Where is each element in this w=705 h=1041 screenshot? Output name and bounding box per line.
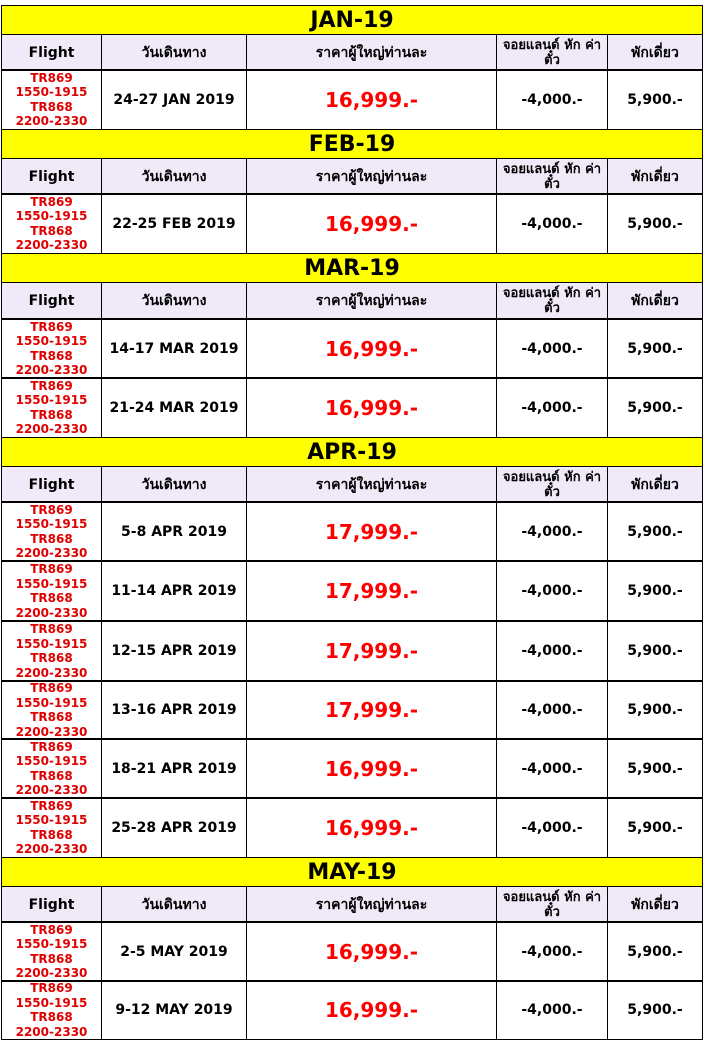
header-row	[1, 467, 703, 503]
header-join-land: จอยแลนด์ หัก ค่าตั๋ว	[496, 34, 608, 71]
return-flight-number: TR868	[30, 951, 73, 966]
return-flight-time: 2200-2330	[15, 238, 88, 252]
return-flight-number: TR868	[30, 348, 73, 363]
single-supplement: 5,900.-	[607, 377, 703, 438]
outbound-flight-time: 1550-1915	[15, 85, 88, 99]
table-row	[1, 194, 703, 254]
join-land-discount: -4,000.-	[496, 797, 608, 858]
header-row	[1, 283, 703, 320]
outbound-flight-time: 1550-1915	[15, 209, 88, 223]
header-join-land: จอยแลนด์ หัก ค่าตั๋ว	[496, 466, 608, 503]
month-band-mar: MAR-19	[1, 253, 703, 284]
travel-date: 5-8 APR 2019	[101, 501, 247, 562]
adult-price: 16,999.-	[246, 980, 497, 1040]
return-flight-time: 2200-2330	[15, 422, 88, 436]
flight-cell	[1, 620, 102, 682]
header-date: วันเดินทาง	[101, 34, 247, 71]
table-row	[1, 561, 703, 622]
header-flight: Flight	[1, 466, 102, 503]
return-flight-time: 2200-2330	[15, 724, 88, 739]
flight-cell	[1, 69, 102, 130]
adult-price: 16,999.-	[246, 193, 497, 254]
outbound-flight-time: 1550-1915	[15, 695, 88, 710]
join-land-discount: -4,000.-	[496, 69, 608, 130]
outbound-flight-time: 1550-1915	[15, 576, 88, 591]
header-join-land: จอยแลนด์ หัก ค่าตั๋ว	[496, 282, 608, 320]
return-flight-number: TR868	[30, 99, 73, 114]
adult-price: 16,999.-	[246, 921, 497, 982]
single-supplement: 5,900.-	[607, 680, 703, 740]
adult-price: 16,999.-	[246, 318, 497, 379]
header-single: พักเดี่ยว	[607, 466, 703, 503]
outbound-flight-time: 1550-1915	[15, 937, 88, 951]
adult-price: 16,999.-	[246, 69, 497, 130]
header-price: ราคาผู้ใหญ่ท่านละ	[246, 466, 497, 503]
month-band-feb: FEB-19	[1, 129, 703, 160]
return-flight-number: TR868	[30, 407, 73, 422]
return-flight-number: TR868	[30, 651, 73, 665]
outbound-flight-number: TR869	[30, 194, 73, 209]
flight-cell	[1, 738, 102, 799]
flight-cell	[1, 921, 102, 982]
return-flight-time: 2200-2330	[15, 842, 88, 856]
join-land-discount: -4,000.-	[496, 980, 608, 1040]
outbound-flight-number: TR869	[30, 739, 73, 754]
table-row	[1, 502, 703, 562]
return-flight-number: TR868	[30, 768, 73, 783]
header-row	[1, 159, 703, 195]
join-land-discount: -4,000.-	[496, 501, 608, 562]
flight-cell	[1, 377, 102, 438]
header-price: ราคาผู้ใหญ่ท่านละ	[246, 282, 497, 320]
outbound-flight-time: 1550-1915	[15, 334, 88, 348]
header-single: พักเดี่ยว	[607, 282, 703, 320]
flight-cell	[1, 980, 102, 1040]
header-single: พักเดี่ยว	[607, 886, 703, 923]
join-land-discount: -4,000.-	[496, 620, 608, 682]
outbound-flight-number: TR869	[30, 378, 73, 393]
outbound-flight-number: TR869	[30, 562, 73, 576]
return-flight-time: 2200-2330	[15, 114, 88, 128]
return-flight-number: TR868	[30, 1010, 73, 1024]
header-date: วันเดินทาง	[101, 466, 247, 503]
adult-price: 17,999.-	[246, 620, 497, 682]
single-supplement: 5,900.-	[607, 501, 703, 562]
outbound-flight-number: TR869	[30, 502, 73, 517]
return-flight-time: 2200-2330	[15, 665, 88, 680]
return-flight-time: 2200-2330	[15, 783, 88, 797]
header-flight: Flight	[1, 886, 102, 923]
adult-price: 17,999.-	[246, 680, 497, 740]
join-land-discount: -4,000.-	[496, 377, 608, 438]
month-band-apr: APR-19	[1, 437, 703, 468]
table-row	[1, 621, 703, 682]
header-join-land: จอยแลนด์ หัก ค่าตั๋ว	[496, 158, 608, 195]
outbound-flight-time: 1550-1915	[15, 813, 88, 827]
travel-date: 13-16 APR 2019	[101, 680, 247, 740]
travel-date: 12-15 APR 2019	[101, 620, 247, 682]
travel-date: 21-24 MAR 2019	[101, 377, 247, 438]
return-flight-time: 2200-2330	[15, 1024, 88, 1039]
join-land-discount: -4,000.-	[496, 738, 608, 799]
table-row	[1, 981, 703, 1040]
flight-cell	[1, 680, 102, 740]
table-row	[1, 922, 703, 982]
join-land-discount: -4,000.-	[496, 680, 608, 740]
travel-date: 2-5 MAY 2019	[101, 921, 247, 982]
flight-cell	[1, 797, 102, 858]
single-supplement: 5,900.-	[607, 797, 703, 858]
single-supplement: 5,900.-	[607, 921, 703, 982]
table-row	[1, 681, 703, 740]
adult-price: 16,999.-	[246, 738, 497, 799]
return-flight-number: TR868	[30, 531, 73, 546]
return-flight-time: 2200-2330	[15, 363, 88, 377]
travel-date: 25-28 APR 2019	[101, 797, 247, 858]
return-flight-time: 2200-2330	[15, 966, 88, 980]
single-supplement: 5,900.-	[607, 193, 703, 254]
outbound-flight-time: 1550-1915	[15, 393, 88, 407]
outbound-flight-number: TR869	[30, 319, 73, 334]
single-supplement: 5,900.-	[607, 69, 703, 130]
outbound-flight-number: TR869	[30, 70, 73, 85]
travel-date: 9-12 MAY 2019	[101, 980, 247, 1040]
header-join-land: จอยแลนด์ หัก ค่าตั๋ว	[496, 886, 608, 923]
flight-cell	[1, 560, 102, 622]
return-flight-number: TR868	[30, 710, 73, 724]
join-land-discount: -4,000.-	[496, 318, 608, 379]
table-row	[1, 739, 703, 799]
travel-date: 22-25 FEB 2019	[101, 193, 247, 254]
travel-date: 24-27 JAN 2019	[101, 69, 247, 130]
single-supplement: 5,900.-	[607, 738, 703, 799]
return-flight-time: 2200-2330	[15, 546, 88, 560]
adult-price: 16,999.-	[246, 377, 497, 438]
header-price: ราคาผู้ใหญ่ท่านละ	[246, 886, 497, 923]
outbound-flight-number: TR869	[30, 981, 73, 995]
month-band-jan: JAN-19	[1, 5, 703, 36]
table-row	[1, 70, 703, 130]
join-land-discount: -4,000.-	[496, 921, 608, 982]
table-row	[1, 319, 703, 379]
header-date: วันเดินทาง	[101, 282, 247, 320]
header-flight: Flight	[1, 34, 102, 71]
header-flight: Flight	[1, 158, 102, 195]
outbound-flight-number: TR869	[30, 681, 73, 695]
header-single: พักเดี่ยว	[607, 34, 703, 71]
table-row	[1, 378, 703, 438]
header-row	[1, 35, 703, 71]
return-flight-number: TR868	[30, 591, 73, 605]
single-supplement: 5,900.-	[607, 560, 703, 622]
flight-cell	[1, 318, 102, 379]
travel-date: 11-14 APR 2019	[101, 560, 247, 622]
outbound-flight-time: 1550-1915	[15, 636, 88, 651]
travel-date: 18-21 APR 2019	[101, 738, 247, 799]
single-supplement: 5,900.-	[607, 318, 703, 379]
header-date: วันเดินทาง	[101, 158, 247, 195]
single-supplement: 5,900.-	[607, 620, 703, 682]
header-row	[1, 887, 703, 923]
return-flight-time: 2200-2330	[15, 605, 88, 620]
join-land-discount: -4,000.-	[496, 193, 608, 254]
return-flight-number: TR868	[30, 223, 73, 238]
outbound-flight-number: TR869	[30, 622, 73, 636]
single-supplement: 5,900.-	[607, 980, 703, 1040]
outbound-flight-time: 1550-1915	[15, 517, 88, 531]
outbound-flight-time: 1550-1915	[15, 754, 88, 768]
join-land-discount: -4,000.-	[496, 560, 608, 622]
table-row	[1, 798, 703, 858]
outbound-flight-number: TR869	[30, 922, 73, 937]
return-flight-number: TR868	[30, 827, 73, 842]
header-single: พักเดี่ยว	[607, 158, 703, 195]
flight-cell	[1, 193, 102, 254]
outbound-flight-time: 1550-1915	[15, 995, 88, 1010]
flight-cell	[1, 501, 102, 562]
adult-price: 16,999.-	[246, 797, 497, 858]
header-flight: Flight	[1, 282, 102, 320]
adult-price: 17,999.-	[246, 501, 497, 562]
header-price: ราคาผู้ใหญ่ท่านละ	[246, 158, 497, 195]
header-price: ราคาผู้ใหญ่ท่านละ	[246, 34, 497, 71]
adult-price: 17,999.-	[246, 560, 497, 622]
header-date: วันเดินทาง	[101, 886, 247, 923]
travel-date: 14-17 MAR 2019	[101, 318, 247, 379]
outbound-flight-number: TR869	[30, 798, 73, 813]
month-band-may: MAY-19	[1, 857, 703, 888]
